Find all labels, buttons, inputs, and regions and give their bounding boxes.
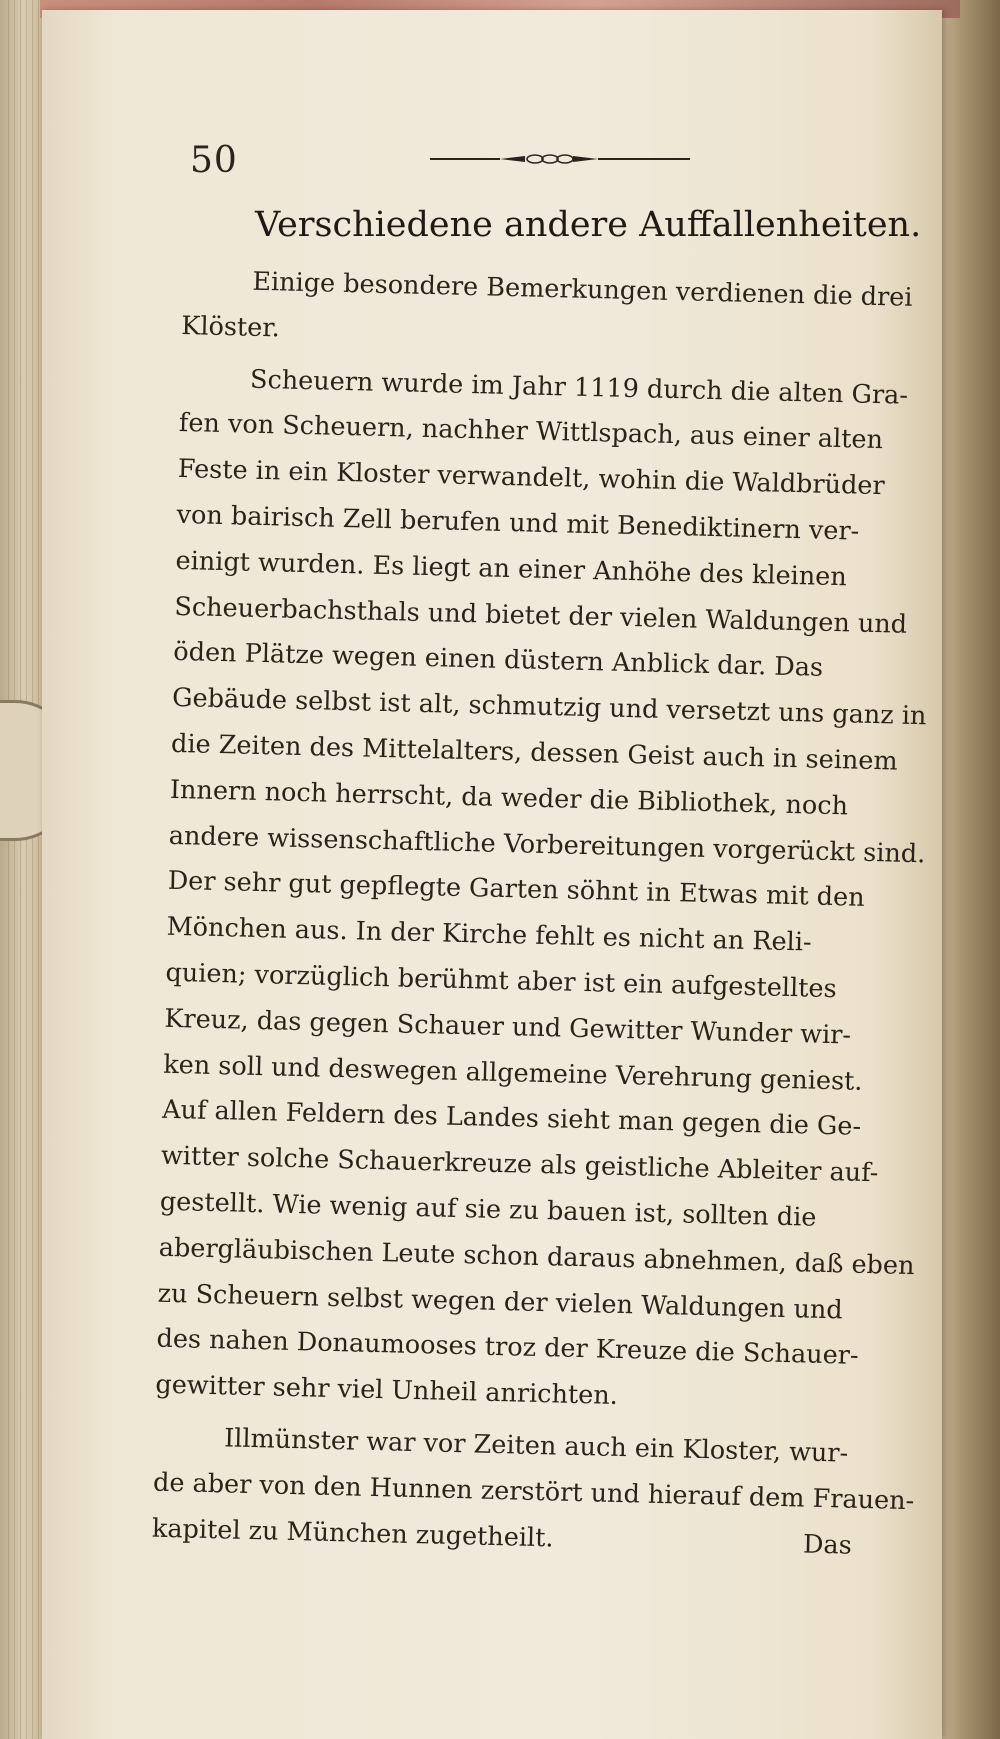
text-line: fen von Scheuern, nachher Wittlspach, aus einer alten — [178, 408, 884, 456]
text-line: zu Scheuern selbst wegen der vielen Waldungen und — [157, 1278, 844, 1325]
text-line: ken soll und deswegen allgemeine Verehrung geniest. — [162, 1049, 863, 1097]
text-line: quien; vorzüglich berühmt aber ist ein aufgestelltes — [165, 957, 837, 1005]
text-line: die Zeiten des Mittelalters, dessen Geist auch in seinem — [170, 728, 898, 777]
section-heading: Verschiedene andere Auffallenheiten. — [255, 205, 922, 245]
text-line: einigt wurden. Es liegt an einer Anhöhe des kleinen — [175, 545, 848, 593]
text-line: witter solche Schauerkreuze als geistliche Ableiter auf- — [160, 1140, 879, 1189]
text-line: Einige besondere Bemerkungen verdienen die drei — [252, 266, 913, 313]
text-line: Der sehr gut gepflegte Garten söhnt in Etwas mit den — [167, 866, 865, 914]
text-line: Klöster. — [180, 310, 281, 344]
text-line: de aber von den Hunnen zerstört und hierauf dem Frauen- — [152, 1467, 915, 1516]
text-line: abergläubischen Leute schon daraus abnehmen, daß eben — [158, 1232, 915, 1281]
text-line: kapitel zu München zugetheilt. — [151, 1513, 554, 1553]
text-line: Illmünster war vor Zeiten auch ein Kloster, wur- — [223, 1423, 849, 1469]
text-line: andere wissenschaftliche Vorbereitungen vorgerückt sind. — [168, 820, 926, 869]
text-line: gewitter sehr viel Unheil anrichten. — [155, 1369, 619, 1412]
body-text — [151, 258, 942, 1570]
text-line: Gebäude selbst ist alt, schmutzig und versetzt uns ganz in — [171, 683, 927, 732]
text-line: des nahen Donaumooses troz der Kreuze die Schauer- — [156, 1324, 859, 1372]
text-line: öden Plätze wegen einen düstern Anblick dar. Das — [172, 637, 824, 684]
catchword: Das — [802, 1529, 853, 1561]
text-line: Scheuern wurde im Jahr 1119 durch die alten Gra- — [249, 364, 909, 411]
text-line: Feste in ein Kloster verwandelt, wohin die Waldbrüder — [177, 454, 886, 502]
header-ornament — [430, 152, 690, 166]
page-number: 50 — [190, 140, 238, 181]
text-line: Scheuerbachsthals und bietet der vielen Waldungen und — [174, 591, 908, 640]
text-line: von bairisch Zell berufen und mit Benediktinern ver- — [176, 499, 860, 547]
text-line: Auf allen Feldern des Landes sieht man gegen die Ge- — [161, 1095, 862, 1143]
text-line: Innern noch herrscht, da weder die Bibliothek, noch — [169, 774, 849, 822]
text-line: Mönchen aus. In der Kirche fehlt es nicht an Reli- — [166, 911, 812, 958]
text-line: Kreuz, das gegen Schauer und Gewitter Wunder wir- — [164, 1003, 852, 1051]
text-line: gestellt. Wie wenig auf sie zu bauen ist, sollten die — [159, 1186, 817, 1233]
